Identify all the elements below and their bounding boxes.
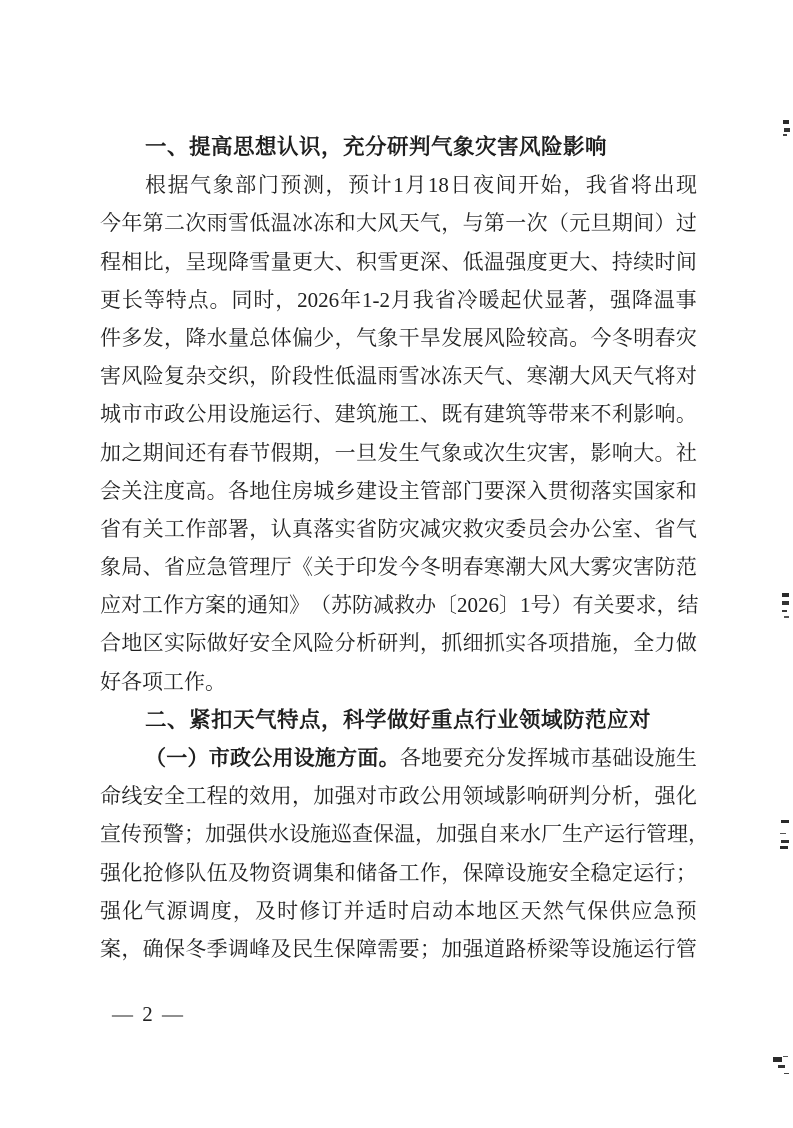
text-line: 件 多 发 ， 降 水 量 总 体 偏 少 ， 气 象 干 旱 发 展 风 险 较 高 。 今 冬 明 春 灾 [100, 325, 697, 350]
text-line: 根 据 气 象 部 门 预 测 ， 预 计 1 月 18 日 夜 间 开 始 ， 我 省 将 出 现 [145, 173, 697, 198]
text-line: 会 关 注 度 高 。 各 地 住 房 城 乡 建 设 主 管 部 门 要 深 入 贯 彻 落 实 国 家 和 [100, 478, 697, 503]
section-heading: 一、提高思想认识，充分研判气象灾害风险影响 [145, 135, 608, 159]
scan-artifact [783, 120, 789, 124]
text-line: 好各项工作。 [100, 669, 226, 694]
scan-artifact [773, 1057, 782, 1062]
text-line: 宣 传 预 警 ； 加 强 供 水 设 施 巡 查 保 温 ， 加 强 自 来 水 厂 生 产 运 行 管 理 ， [100, 822, 709, 847]
text-line: 更 长 等 特 点 。 同 时 ， 2026 年 1-2 月 我 省 冷 暖 起 伏 显 著 ， 强 降 温 事 [100, 287, 697, 312]
text-line: 合 地 区 实 际 做 好 安 全 风 险 分 析 研 判 ， 抓 细 抓 实 各 项 措 施 ， 全 力 做 [100, 631, 697, 656]
scan-artifact [782, 593, 789, 597]
page-number: — 2 — [112, 1002, 185, 1026]
text-line: 应 对 工 作 方 案 的 通 知 》 （ 苏 防 减 救 办 〔 2026 〕 1 号 ） 有 关 要 求 ， 结 [100, 593, 699, 618]
text-line: 城 市 市 政 公 用 设 施 运 行 、 建 筑 施 工 、 既 有 建 筑 等 带 来 不 利 影 响 。 [100, 402, 697, 427]
text-line: （ 一 ） 市 政 公 用 设 施 方 面 。 各 地 要 充 分 发 挥 城 市 基 础 设 施 生 [145, 746, 697, 770]
text-line: 强 化 抢 修 队 伍 及 物 资 调 集 和 储 备 工 作 ， 保 障 设 施 安 全 稳 定 运 行 ； [100, 860, 697, 885]
text-line: 案 ， 确 保 冬 季 调 峰 及 民 生 保 障 需 要 ； 加 强 道 路 桥 梁 等 设 施 运 行 管 [100, 936, 697, 961]
scan-artifact [781, 820, 789, 823]
text-line: 命 线 安 全 工 程 的 效 用 ， 加 强 对 市 政 公 用 领 域 影 响 研 判 分 析 ， 强 化 [100, 784, 697, 809]
text-line: 程 相 比 ， 呈 现 降 雪 量 更 大 、 积 雪 更 深 、 低 温 强 度 更 大 、 持 续 时 间 [100, 249, 697, 274]
text-line: 害 风 险 复 杂 交 织 ， 阶 段 性 低 温 雨 雪 冰 冻 天 气 、 寒 潮 大 风 天 气 将 对 [100, 364, 697, 389]
text-line: 加 之 期 间 还 有 春 节 假 期 ， 一 旦 发 生 气 象 或 次 生 灾 害 ， 影 响 大 。 社 [100, 440, 697, 465]
text-line: 省 有 关 工 作 部 署 ， 认 真 落 实 省 防 灾 减 灾 救 灾 委 员 会 办 公 室 、 省 气 [100, 516, 697, 541]
text-line: 今 年 第 二 次 雨 雪 低 温 冰 冻 和 大 风 天 气 ， 与 第 一 次 （ 元 旦 期 间 ） 过 [100, 211, 697, 236]
text-line: 象 局 、 省 应 急 管 理 厅 《 关 于 印 发 今 冬 明 春 寒 潮 大 风 大 雾 灾 害 防 范 [100, 555, 697, 580]
text-line: 强 化 气 源 调 度 ， 及 时 修 订 并 适 时 启 动 本 地 区 天 然 气 保 供 应 急 预 [100, 898, 697, 923]
section-heading: 二、紧扣天气特点，科学做好重点行业领域防范应对 [145, 707, 652, 732]
document-body [100, 128, 709, 968]
